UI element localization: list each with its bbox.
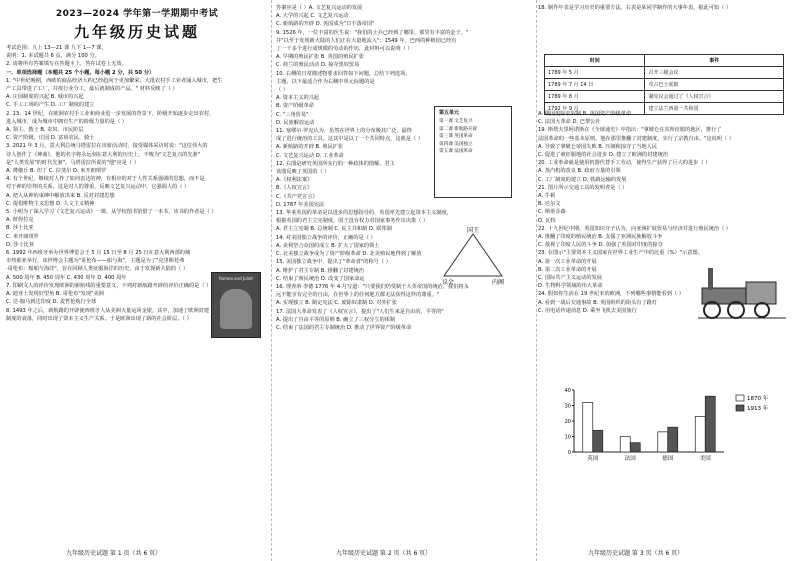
page-2 [276,0,538,561]
text-line: A. 新航路的开辟 B. 殖民扩张 [276,144,344,151]
bar [583,402,593,452]
legend-label: 1913 年 [747,406,769,412]
text-line: C.《共产党宣言》 [276,193,318,200]
table-header: 事件 [645,55,784,67]
text-line: 14. 对美国独立战争的评价，正确的是（ ） [276,234,376,241]
text-line: A. 庄园制度的兴起 B. 城市的兴起 [6,94,84,101]
text-line: C. 资产阶级、庄园 D. 富裕农民、骑士 [6,135,95,142]
text-line: 16. 理查蒂·李德 1776 年 4 月写道："只要我们仍受制于大英帝国的统治，我们将永 [276,283,469,290]
text-line: C. 结束了法国的君主专制统治 D. 推动了世界资产阶级革命 [276,324,412,331]
locomotive-image [698,262,786,322]
page-3-text [538,4,790,12]
industrial-share-chart [558,380,788,466]
category-label: 法国 [624,456,636,462]
text-line: A. 大学的兴起 C. 文艺复兴运动 [276,13,349,20]
text-line: 对于神的崇拜的关系。这是对人的尊重，反映文艺复兴运动中，它强调人的（ ） [6,184,190,191]
text-line: B. 资产阶级革命 [276,103,314,110]
text-line: 考试范围：九上 13—21 课 九下 1—7 课。 [6,45,107,51]
text-line: 答案应是（ ）A. 文艺复兴运动的发展 [276,5,363,11]
text-line: 20. 工业革命就是使用机器代替手工劳动，使得生产获得了巨大的进步（ ） [538,160,711,167]
y-tick-label: 10 [564,434,571,441]
bar [630,443,640,452]
table-cell: 召开三级会议 [645,67,784,79]
text-line: 3. 2021 年 3 月，意大利总统马塔雷拉在出席活动时，接受媒体采访时说："这位伟大的 [6,143,208,150]
text-line: 12. 右图是研究英国所实行的一种政体的图解。君主 [276,160,395,167]
text-line: 主题，以下最适合作为右侧中单元标题的是 [276,78,375,85]
y-tick-label: 40 [564,388,571,394]
text-line: A. 薄伽丘 B. 但丁 C. 拉斐尔 D. 米开朗琪罗 [6,168,107,175]
text-line: A. 资本主义的兴起 [276,95,320,102]
text-line: C. 文艺复兴运动 D. 工业革命 [276,152,344,159]
text-line: 23. 在图示"主要资本主义国家在世界工业生产中的比重（%）"示意图。 [538,250,703,257]
bar [668,427,678,452]
text-line: 了一千多个进行成规模的劳动的作坊，此材料可以说明（ ） [276,46,413,53]
text-line: 制度的衰落，同时出现了资本主义生产关系。于是欧洲出现了新的社会阶层。（ ） [6,315,192,322]
table-cell: 制宪议会通过了《人权宣言》 [645,91,784,103]
bar [593,430,603,452]
text-line: A. 推翻了印度的殖民统治 B. 支援了亚洲民族解放斗争 [538,234,663,241]
text-line: A. 俄国废除农奴制 B. 英国资产阶级革命 [538,111,632,117]
text-line: D. 1787 年美国宪法 [276,201,325,208]
text-line: 根据英国的君主立宪制度，国王没有权力对国家事务作出决策（ ） [276,218,429,225]
text-line: 7. 印刷文人的评价发现欧洲的新航线的重要意义，下列对新航路开辟的评价正确的是（ ） [6,282,212,289]
text-line: 并"以至于发现新大陆的人们正在大量地流入"；1549 年，巴西的种植园已经有 [276,37,457,44]
text-line: 2. 请将所有答案填写在答题卡上，答在试卷上无效。 [6,61,127,68]
text-line: 21. 图片所示交通工具的发明者是（ ） [538,184,628,191]
y-tick-label: 30 [564,403,571,410]
text-line: C. 法国大革命 D. 巴黎公社 [538,119,601,126]
text-line: 9. 1526 年，一位丰富的医生说："我们的士兵已经到了哪里，那里有丰富的金子。" [276,29,469,36]
table-header: 时间 [545,55,645,67]
text-line: B. 莎士比亚 [6,225,34,232]
chronology-table [544,54,784,115]
text-line: C. "三角贸易" [276,111,309,118]
text-line: 诗人创作了《神曲》，他的名字将永远刻在意大利的历史上，不愧为"文艺复兴的先驱" [6,151,201,158]
unit-outline-item: 第四课 美国独立 [439,141,473,147]
category-label: 德国 [662,456,674,462]
text-line: 11. 塞缪尔·罗克认为，虽然在世界上的分布极其广泛，最终 [276,128,413,135]
text-line: A. 维护了君主专制 B. 推翻了封建统治 [276,267,364,274]
exam-title: 2023—2024 学年第一学期期中考试 [55,9,219,19]
text-line: D. 莎士比亚 [6,241,35,248]
legend-swatch [736,405,744,411]
text-line: 成了进行统治的工具。这其中是以了一个共同特点，这就是（ ） [276,136,423,143]
text-line: 13. 华莱英国的革命是以进步的思想指导的，英国率先建立起资本主义制度， [276,210,452,217]
table-cell: 1792 年 9 月 [545,103,645,115]
unit-outline-item: 第五课 法国革命 [439,149,473,154]
text-line: （ ） [276,87,289,94]
text-line: D. 瓦特 [538,217,556,224]
text-line: 进入城市，成为城市中拥有生产的阶级力量的是（ ） [6,118,127,125]
page-3-footer: 九年级历史试题 第 3 页（共 6 页） [588,550,684,557]
text-line: 17. 法国大革命发表了《人权宣言》，提出了"人们生来是自由的、平等的" [276,308,444,315]
column-divider [271,0,272,561]
text-line: 10. 右侧的日常描述物要求回答如下问题，总结下列选项， [276,70,411,77]
unit-outline-item: 第一课 文艺复兴 [439,119,473,124]
legend-label: 1870 年 [747,396,769,402]
bar [620,437,630,453]
text-line: 法国革命的一些基本原则。他在那里推翻了封建制度，实行了宗教自由。"这说明（ ） [538,135,734,142]
table-row [545,79,784,91]
text-line: 22. 十九世纪中期，英国知识分子认为，向亚洲扩展贸易与经济并进行殖民统治（ ） [538,225,732,232]
page-2-footer: 九年级历史试题 第 2 页（共 6 页） [336,550,432,557]
table-cell: 1789 年 5 月 [545,67,645,79]
text-line: 是"人类发展"的时代先驱"。马塔雷拉所说的"他"应是（ ） [6,159,139,166]
text-line: A. 看到一战后交通事故 B. 英国组织的街头有了路灯 [538,299,658,306]
text-line: B. 第二次工业革命的开展 [538,266,597,273]
text-line: C. 新航路的开辟 D. 英国成为"日不落帝国" [276,21,375,28]
book-cover-image [211,272,261,338]
table-cell: 攻占巴士底狱 [645,79,784,91]
diagram-label-right: 内阁 [492,279,505,286]
text-line: C. 达·伽马到达印度 D. 麦哲伦航行全球 [6,299,97,306]
unit-outline-box [434,106,512,198]
text-line: C. 促进了被征服地的社会进步 D. 建立了欧洲的封建统治 [538,152,668,159]
page-3 [538,0,790,561]
page-1 [6,0,268,561]
text-line: A. 牛顿 [538,193,556,200]
column-divider [536,0,537,561]
text-line: A. 把人从神的束缚中解放出来 B. 反对封建思想 [6,192,115,199]
text-line: C. 北美独立战争成为了资产阶级革命 D. 北美殖民地得到了解放 [276,251,422,258]
text-line: 6. 1992 年西班牙举办世界博览会于 5 月 15 日至 8 月 25 日在意大利西部的城 [6,250,191,257]
text-line: D. 生物科学领域的伟大革命 [538,283,603,290]
constitutional-diagram [436,226,510,286]
text-line: A. 领主、教士 B. 农奴、市民阶层 [6,127,84,134]
text-line: C. 结束了殖民统治 D. 改变了国家命运 [276,275,365,282]
table-row [545,91,784,103]
y-tick-label: 20 [564,419,571,425]
portrait-illustration [220,289,252,329]
diagram-label-top: 国王 [466,227,480,234]
text-line: B. 达尔文 [538,201,561,208]
category-label: 美国 [699,456,711,462]
text-line: A. 彼得拉克 [6,217,34,224]
text-line: C. 荷兰的殖民活动 D. 掠夺黑奴贸易 [276,62,360,69]
text-line: 24. 假如你生活在 19 世纪末的欧洲，下列哪些事情能看到（ ） [538,291,684,298]
text-line: B.《人权宣言》 [276,185,313,192]
text-line: A.《权利法案》 [276,177,313,184]
page-1-footer: 九年级历史试题 第 1 页（共 6 页） [66,550,162,557]
text-line: A. 迪亚士发现好望角 B. 哥伦布"发现"美洲 [6,291,104,298]
bar [658,432,668,452]
text-line: 19. 斯塔夫里阿诺斯在《全球通史》中指出："拿破仑在其所征服的地区，推行了 [538,127,722,134]
unit-outline-title: 第五单元 [439,110,460,116]
text-line: C. 米开朗琪罗 [6,233,39,240]
diagram-label-left: 议会 [442,279,455,286]
category-label: 英国 [587,456,599,462]
bar [695,416,705,452]
table-cell: 1789 年 8 月 [545,91,645,103]
text-line: A. 早期的殖民扩张 B. 英国的殖民扩张 [276,54,364,61]
text-line: A. 美利坚合众国的成立 B. 扩大了国家的领土 [276,242,380,249]
text-line: 市热那亚举行，该世博会主题为"哥伦布——船与海"，主题是为了"克里斯托弗 [6,258,185,265]
text-line: C. 提倡唯物主义思想 D. 人文主义精神 [6,200,95,207]
text-line: 5. 小明为了深入学习《文艺复兴运动》一课，从学校图书馆借了一本书，该书的作者是（ ） [6,209,217,216]
legend-swatch [736,395,744,401]
text-line: C. 敌视了印度人民的斗争 D. 加强了英国对印度的掠夺 [538,242,663,249]
bar [705,396,715,452]
text-line: 1. "中世纪晚期，西欧的商品经济大约已经趋向于更加繁荣，大批农村手工业者涌入城市，把生 [6,77,223,84]
table-cell: 建立法兰西第一共和国 [645,103,784,115]
text-line: 远不能享有完全的自由，在世界上的任何地方都无法获得这样的尊重。" [276,292,440,299]
text-line: 15. 美国独立战争中，提出了"革命者"的称号（ ） [276,259,391,266]
text-line: A. 第一次工业革命的开展 [538,258,597,265]
exam-subject-title: 九年级历史试题 [73,23,200,41]
table-cell: 1789 年 7 月 14 日 [545,79,645,91]
text-line: C. 斯蒂芬森 [538,209,566,216]
text-line: A. 实现独立 B. 制定宪法 C. 废除奴隶制 D. 对外扩张 [276,300,397,307]
text-line: C. 国际共产主义运动的发展 [538,275,602,282]
text-line: A. 500 周年 B. 450 周年 C. 430 周年 D. 400 周年 [6,274,127,281]
book-title: Romeo and Juliet [219,276,253,281]
text-line: D. 民族解放运动 [276,119,315,126]
text-line: 18. 制作年表是学习历史的重要方法。右表是某同学制作的大事年表，据此可知（ ） [538,5,732,11]
text-line: C. 用电话传递消息 D. 乘坐飞机去美国旅行 [538,307,637,314]
text-line: ·哥伦布：船舶与海洋"，旨在回顾人类征服海洋的历史，由于发现新大陆的（ ） [6,266,189,273]
text-line: 一、单项选择题（本题共 25 个小题，每小题 2 分，共 50 分） [6,69,155,76]
y-tick-label: 0 [567,450,571,456]
text-line: 产工具带进了工厂，并按行业分工，最后就制成的产品。" 材料反映了（ ） [6,86,178,93]
text-line: 8. 1493 年之后，新航路的开辟使西班牙人从美洲大量运回金银，其中，加速了欧洲封建 [6,307,210,314]
table-row [545,67,784,79]
text-line: A. 提出了自由平等的原则 B. 确立了三权分立的体制 [276,316,396,323]
text-line: A. 君主立宪制 B. 总统制 C. 民主共和制 D. 联邦制 [276,226,392,233]
text-line: 说明：1. 本试题共 6 页，满分 100 分。 [6,53,100,60]
text-line: A. 导致了拿破仑帝国失败 B. 压制和掠夺了当地人民 [538,143,658,150]
text-line: C. 工厂制度的建立 D. 铁路运输的发展 [538,176,627,183]
text-line: A. 蒸汽机的改良 B. 政府力量的引领 [538,168,621,175]
text-line: 2. 13、14 世纪，在欧洲农村手工业和商业进一步发展的背景下，阶级开始逐步走出农村， [6,110,215,117]
unit-outline-item: 第二课 新航路开辟 [439,126,478,132]
text-line: C. 手工工场的产生 D. 工厂制度的建立 [6,102,95,109]
text-line: 该图反映了英国的（ ） [276,169,330,176]
text-line: 4. 有个世纪，继续对人作了如何表达的神，有相应的对于人性关系强调的思想，而不是 [6,176,205,183]
unit-outline-item: 第三课 英国革命 [439,134,473,139]
